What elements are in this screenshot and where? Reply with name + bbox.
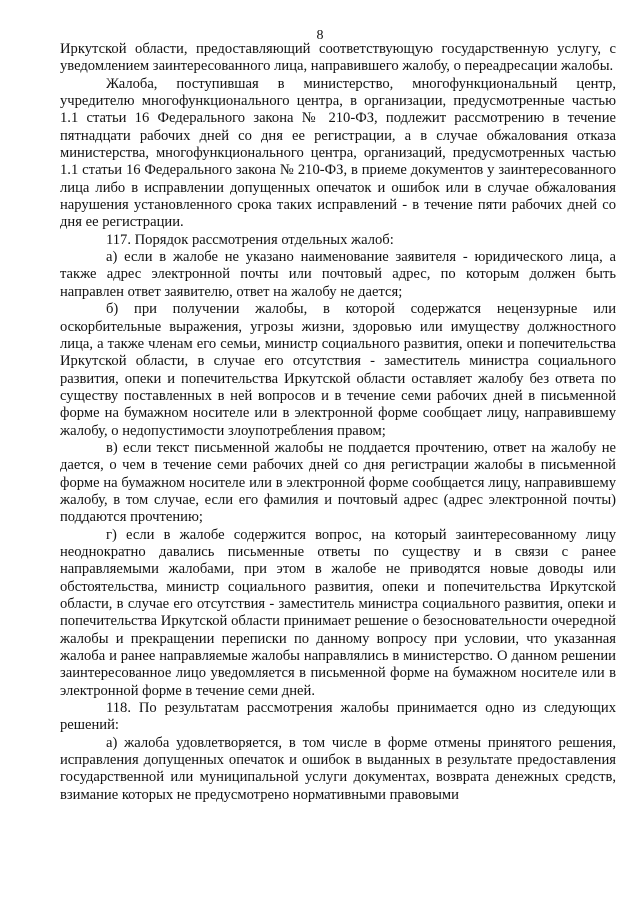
- paragraph-complaint-review-term: Жалоба, поступившая в министерство, многофункциональный центр, учредителю многофункционального центра, в организации, предусмотренные частью 1.1 статьи 16 Федерального закона № 210-ФЗ, подлежит рассмотрению в течение пятнадцати рабочих дней со дня ее регистрации, а в случае обжалования отказа министерства, многофункционального центра, организаций, предусмотренных частью 1.1 статьи 16 Федерального закона № 210-ФЗ, в приеме документов у заинтересованного лица либо в исправлении допущенных опечаток и ошибок или в случае обжалования нарушения установленного срока таких исправлений - в течение пяти рабочих дней со дня ее регистрации.: [60, 75, 616, 231]
- paragraph-item-a-117: а) если в жалобе не указано наименование заявителя - юридического лица, а также адрес электронной почты или почтовый адрес, по которым должен быть направлен ответ заявителю, ответ на жалобу не дается;: [60, 249, 616, 300]
- paragraph-item-g-117: г) если в жалобе содержится вопрос, на который заинтересованному лицу неоднократно давались письменные ответы по существу и в связи с ранее направляемыми жалобами, при этом в жалобе не приводятся новые доводы или обстоятельства, министр социального развития, опеки и попечительства Иркутской области, в случае его отсутствия - заместитель министра социального развития, опеки и попечительства Иркутской области принимает решение о безосновательности очередной жалобы и прекращении переписки по данному вопросу при условии, что указанная жалоба и ранее направляемые жалобы направлялись в министерство. О данном решении заинтересованное лицо уведомляется в письменной форме на бумажном носителе или в электронной форме в течение семи дней.: [60, 526, 616, 699]
- paragraph-section-118: 118. По результатам рассмотрения жалобы принимается одно из следующих решений:: [60, 700, 616, 734]
- page-number: 8: [316, 28, 324, 43]
- paragraph-continuation: Иркутской области, предоставляющий соответствующую государственную услугу, с уведомлением заинтересованного лица, направившего жалобу, о переадресации жалобы.: [60, 41, 616, 75]
- paragraph-item-v-117: в) если текст письменной жалобы не поддается прочтению, ответ на жалобу не дается, о чем в течение семи рабочих дней со дня регистрации жалобы в письменной форме на бумажном носителе или в электронной форме сообщается лицу, направившему жалобу, в том случае, если его фамилия и почтовый адрес (адрес электронной почты) поддаются прочтению;: [60, 439, 616, 526]
- document-body: [60, 41, 616, 804]
- paragraph-item-b-117: б) при получении жалобы, в которой содержатся нецензурные или оскорбительные выражения, угрозы жизни, здоровью или имуществу должностного лица, а также членам его семьи, министр социального развития, опеки и попечительства Иркутской области, в случае его отсутствия - заместитель министра социального развития, опеки и попечительства Иркутской области оставляет жалобу без ответа по существу поставленных в ней вопросов и в течение семи рабочих дней в письменной форме на бумажном носителе или в электронной форме сообщает лицу, направившему жалобу, о недопустимости злоупотребления правом;: [60, 301, 616, 439]
- paragraph-section-117: 117. Порядок рассмотрения отдельных жалоб:: [106, 231, 394, 248]
- paragraph-item-a-118: а) жалоба удовлетворяется, в том числе в форме отмены принятого решения, исправления допущенных опечаток и ошибок в выданных в результате предоставления государственной или муниципальной услуги документах, возврата денежных средств, взимание которых не предусмотрено нормативными правовыми: [60, 734, 616, 803]
